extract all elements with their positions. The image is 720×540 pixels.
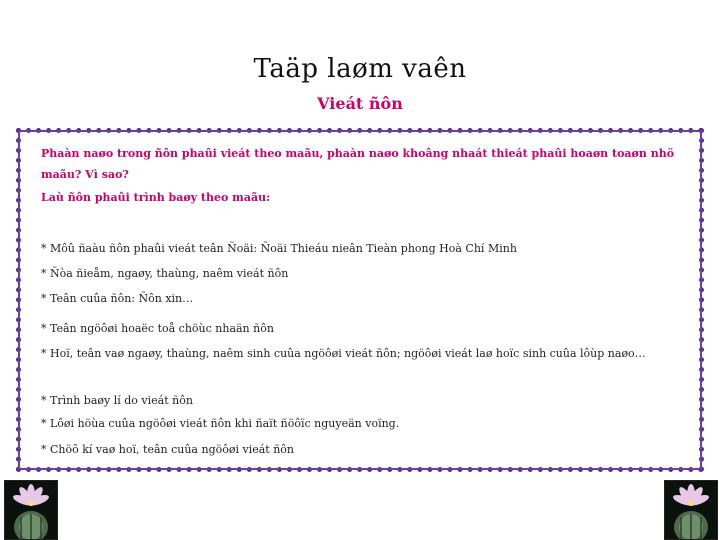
slide-title: Taäp laøm vaên	[253, 54, 467, 84]
content-frame	[16, 128, 704, 472]
requirement-list	[41, 133, 691, 463]
list-item: * Teân cuûa ñôn: Ñôn xin…	[41, 292, 194, 305]
list-item: * Chöõ kí vaø hoï, teân cuûa ngöôøi vieát ñôn	[41, 443, 294, 456]
cactus-flower-icon	[4, 480, 58, 540]
question-text: Phaàn naøo trong ñôn phaûi vieát theo maãu, phaàn naøo khoâng nhaát thieát phaûi hoaøn toaøn nhö maãu? Vì sao?	[41, 147, 675, 181]
list-item: * Môû ñaàu ñôn phaûi vieát teân Ñoäi: Ñoäi Thieáu nieân Tieàn phong Hoà Chí Minh	[41, 242, 517, 255]
list-item: * Teân ngöôøi hoaëc toå chöùc nhaän ñôn	[41, 322, 274, 335]
list-item: * Trình baøy lí do vieát ñôn	[41, 394, 193, 407]
slide-subtitle: Vieát ñôn	[317, 94, 403, 113]
list-item: * Lôøi höùa cuûa ngöôøi vieát ñôn khi ñaït ñöôïc nguyeän voïng.	[41, 417, 400, 430]
list-item: * Hoï, teân vaø ngaøy, thaùng, naêm sinh cuûa ngöôøi vieát ñôn; ngöôøi vieát laø hoïc sinh cuûa lôùp naøo…	[41, 347, 646, 360]
instruction-text: Laù ñôn phaûi trình baøy theo maãu:	[41, 191, 271, 204]
list-item: * Ñòa ñieåm, ngaøy, thaùng, naêm vieát ñôn	[41, 267, 289, 280]
cactus-flower-icon	[664, 480, 718, 540]
